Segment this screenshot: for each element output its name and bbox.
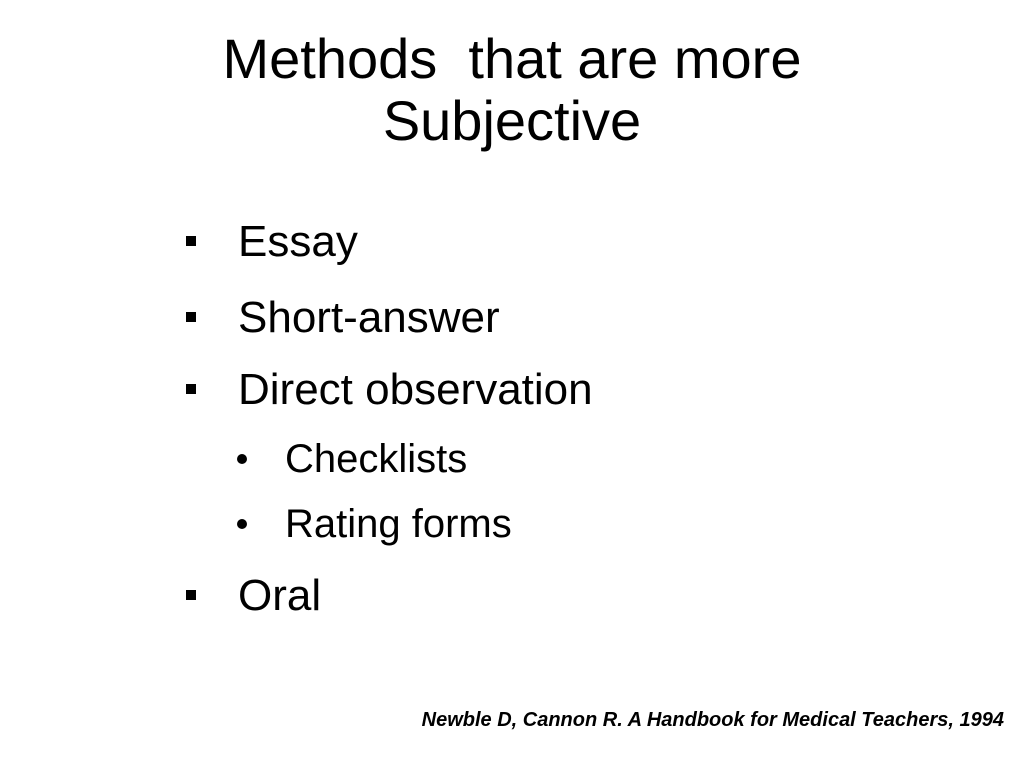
square-bullet-icon <box>186 384 196 394</box>
square-bullet-icon <box>186 312 196 322</box>
round-bullet-icon <box>237 519 247 529</box>
slide-title-line-2: Subjective <box>382 89 642 152</box>
bullet-text: Oral <box>238 571 322 620</box>
bullet-text: Rating forms <box>285 502 512 546</box>
citation: Newble D, Cannon R. A Handbook for Medical Teachers, 1994 <box>421 709 1004 731</box>
round-bullet-icon <box>237 454 247 464</box>
square-bullet-icon <box>186 236 196 246</box>
bullet-text: Direct observation <box>238 365 593 414</box>
bullet-text: Short-answer <box>238 293 500 342</box>
bullet-text: Essay <box>238 217 358 266</box>
slide-title-line-1: Methods that are more <box>222 27 802 90</box>
square-bullet-icon <box>186 590 196 600</box>
bullet-text: Checklists <box>285 437 468 481</box>
